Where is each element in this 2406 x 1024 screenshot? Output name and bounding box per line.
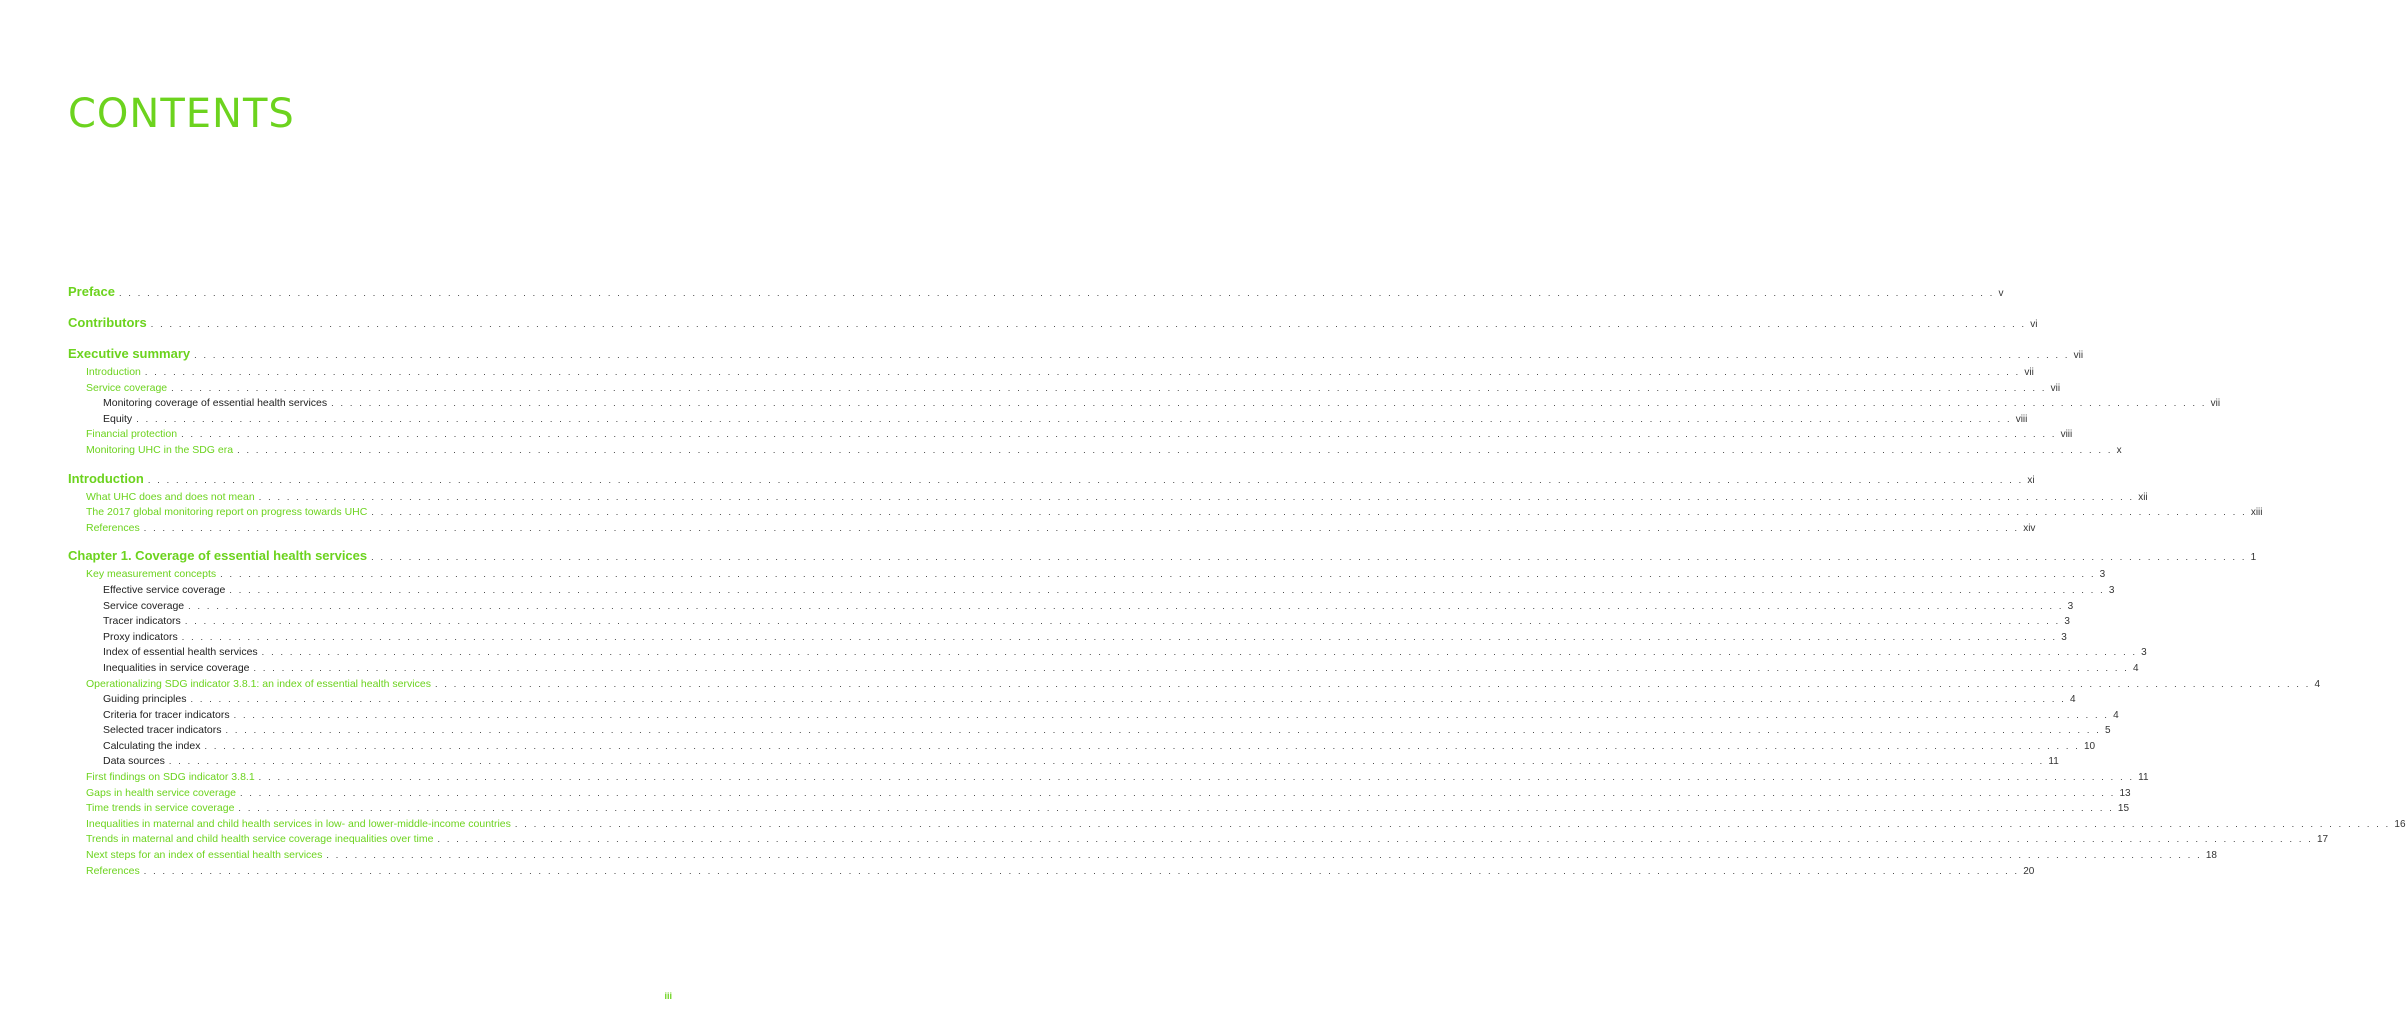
toc-entry-page: 11	[2048, 756, 2059, 768]
toc-entry-page: 10	[2083, 740, 2096, 752]
toc-entry-page: vi	[2030, 319, 2038, 330]
toc-entry[interactable]	[68, 833, 2329, 849]
toc-entry[interactable]	[68, 583, 2115, 600]
toc-entry[interactable]	[68, 817, 2406, 834]
toc-entry-label: Criteria for tracer indicators	[103, 708, 230, 721]
toc-entry-page: 3	[2108, 584, 2115, 596]
dot-leader: . . . . . . . . . . . . . . . . . . . . . . . . . . . . . . . . . . . . . . . . . . . . . . . . . . . . . . . . . . . . . . . . . . . . . . . . . . . . . . . . . . . . . . . . . . . . . . . . . . . . . . . . . . . . . . . . . . . . . . . . . . . . . . . . . . . . . . . . . . . . . . . . . . . . . . . . . . . . . . . . . . . . . . . . . . . . . . . . . . . . . . . . . . . . . . . . . . . . . . . .	[147, 474, 2024, 485]
toc-entry-label: Next steps for an index of essential health services	[86, 849, 323, 862]
toc-entry[interactable]	[68, 661, 2139, 678]
toc-entry-page: v	[1998, 288, 2004, 299]
toc-entry-label: Tracer indicators	[103, 615, 181, 628]
toc-entry[interactable]	[68, 771, 2149, 787]
toc-entry-page: 4	[2069, 694, 2076, 706]
dot-leader: . . . . . . . . . . . . . . . . . . . . . . . . . . . . . . . . . . . . . . . . . . . . . . . . . . . . . . . . . . . . . . . . . . . . . . . . . . . . . . . . . . . . . . . . . . . . . . . . . . . . . . . . . . . . . . . . . . . . . . . . . . . . . . . . . . . . . . . . . . . . . . . . . . . . . . . . . . . . . . . . . . . . . . . . . . . . . . . . . . . . . . . . . . . . . . . . . . . . . . . .	[233, 709, 2110, 720]
toc-entry-label: Inequalities in maternal and child health services in low- and lower-middle-income countries	[86, 817, 511, 830]
toc-entry[interactable]	[68, 470, 2035, 491]
toc-entry-label: Monitoring UHC in the SDG era	[86, 443, 234, 456]
toc-entry[interactable]	[68, 428, 2073, 444]
toc-entry[interactable]	[68, 381, 2061, 398]
dot-leader: . . . . . . . . . . . . . . . . . . . . . . . . . . . . . . . . . . . . . . . . . . . . . . . . . . . . . . . . . . . . . . . . . . . . . . . . . . . . . . . . . . . . . . . . . . . . . . . . . . . . . . . . . . . . . . . . . . . . . . . . . . . . . . . . . . . . . . . . . . . . . . . . . . . . . . . . . . . . . . . . . . . . . . . . . . . . . . . . . . . . . . . . . . . . . . . . . . . . . . . .	[437, 834, 2313, 845]
toc-entry[interactable]	[68, 755, 2059, 771]
toc-entry-label: What UHC does and does not mean	[86, 490, 255, 503]
toc-entry-label: Financial protection	[86, 428, 178, 441]
toc-entry-page: 5	[2104, 725, 2111, 737]
toc-entry-label: Data sources	[103, 755, 165, 768]
toc-entry[interactable]	[68, 346, 2084, 366]
toc-entry-page: vii	[2073, 350, 2084, 361]
toc-entry[interactable]	[68, 630, 2067, 647]
toc-entry[interactable]	[68, 677, 2321, 694]
toc-entry[interactable]	[68, 724, 2111, 740]
toc-entry-page: 3	[2099, 569, 2106, 581]
toc-entry-label: Inequalities in service coverage	[103, 661, 250, 674]
dot-leader: . . . . . . . . . . . . . . . . . . . . . . . . . . . . . . . . . . . . . . . . . . . . . . . . . . . . . . . . . . . . . . . . . . . . . . . . . . . . . . . . . . . . . . . . . . . . . . . . . . . . . . . . . . . . . . . . . . . . . . . . . . . . . . . . . . . . . . . . . . . . . . . . . . . . . . . . . . . . . . . . . . . . . . . . . . . . . . . . . . . . . . . . . . . . . . . . . . . . . . . .	[136, 413, 2012, 424]
dot-leader: . . . . . . . . . . . . . . . . . . . . . . . . . . . . . . . . . . . . . . . . . . . . . . . . . . . . . . . . . . . . . . . . . . . . . . . . . . . . . . . . . . . . . . . . . . . . . . . . . . . . . . . . . . . . . . . . . . . . . . . . . . . . . . . . . . . . . . . . . . . . . . . . . . . . . . . . . . . . . . . . . . . . . . . . . . . . . . . . . . . . . . . . . . . . . . . . . . . . . . . .	[188, 600, 2064, 611]
toc-entry[interactable]	[68, 568, 2106, 584]
dot-leader: . . . . . . . . . . . . . . . . . . . . . . . . . . . . . . . . . . . . . . . . . . . . . . . . . . . . . . . . . . . . . . . . . . . . . . . . . . . . . . . . . . . . . . . . . . . . . . . . . . . . . . . . . . . . . . . . . . . . . . . . . . . . . . . . . . . . . . . . . . . . . . . . . . . . . . . . . . . . . . . . . . . . . . . . . . . . . . . . . . . . . . . . . . . . . . . . . . . . . . . .	[371, 507, 2247, 518]
dot-leader: . . . . . . . . . . . . . . . . . . . . . . . . . . . . . . . . . . . . . . . . . . . . . . . . . . . . . . . . . . . . . . . . . . . . . . . . . . . . . . . . . . . . . . . . . . . . . . . . . . . . . . . . . . . . . . . . . . . . . . . . . . . . . . . . . . . . . . . . . . . . . . . . . . . . . . . . . . . . . . . . . . . . . . . . . . . . . . . . . . . . . . . . . . . . . . . . . . . . . . . .	[261, 647, 2138, 658]
toc-entry-page: 16	[2394, 818, 2406, 830]
toc-entry-label: Trends in maternal and child health service coverage inequalities over time	[86, 833, 434, 846]
toc-entry-page: 3	[2061, 631, 2067, 643]
toc-entry[interactable]	[68, 490, 2148, 507]
toc-entry-page: 11	[2138, 772, 2149, 784]
dot-leader: . . . . . . . . . . . . . . . . . . . . . . . . . . . . . . . . . . . . . . . . . . . . . . . . . . . . . . . . . . . . . . . . . . . . . . . . . . . . . . . . . . . . . . . . . . . . . . . . . . . . . . . . . . . . . . . . . . . . . . . . . . . . . . . . . . . . . . . . . . . . . . . . . . . . . . . . . . . . . . . . . . . . . . . . . . . . . . . . . . . . . . . . . . . . . . . . . . . . . . . .	[144, 367, 2021, 377]
toc-entry-label: Executive summary	[68, 346, 191, 361]
toc-entry-page: viii	[2015, 413, 2028, 425]
toc-entry-label: Introduction	[68, 470, 144, 486]
toc-entry-page: 4	[2314, 678, 2321, 690]
toc-entry[interactable]	[68, 397, 2221, 413]
toc-entry[interactable]	[68, 548, 2257, 568]
toc-entry-label: References	[86, 864, 140, 877]
toc-entry[interactable]	[68, 506, 2263, 522]
toc-entry-page: xiv	[2023, 522, 2036, 534]
toc-entry[interactable]	[68, 366, 2034, 382]
toc-entry[interactable]	[68, 615, 2070, 631]
toc-entry[interactable]	[68, 443, 2122, 460]
dot-leader: . . . . . . . . . . . . . . . . . . . . . . . . . . . . . . . . . . . . . . . . . . . . . . . . . . . . . . . . . . . . . . . . . . . . . . . . . . . . . . . . . . . . . . . . . . . . . . . . . . . . . . . . . . . . . . . . . . . . . . . . . . . . . . . . . . . . . . . . . . . . . . . . . . . . . . . . . . . . . . . . . . . . . . . . . . . . . . . . . . . . . . . . . . . . . . . . . . . . . . . .	[118, 288, 1995, 298]
dot-leader: . . . . . . . . . . . . . . . . . . . . . . . . . . . . . . . . . . . . . . . . . . . . . . . . . . . . . . . . . . . . . . . . . . . . . . . . . . . . . . . . . . . . . . . . . . . . . . . . . . . . . . . . . . . . . . . . . . . . . . . . . . . . . . . . . . . . . . . . . . . . . . . . . . . . . . . . . . . . . . . . . . . . . . . . . . . . . . . . . . . . . . . . . . . . . . . . . . . . . . . .	[181, 631, 2058, 642]
toc-entry-label: The 2017 global monitoring report on progress towards UHC	[86, 506, 368, 519]
table-of-contents	[68, 284, 2406, 880]
toc-entry-page: xi	[2027, 474, 2035, 486]
toc-entry-page: vii	[2050, 382, 2061, 394]
toc-entry-label: Proxy indicators	[103, 630, 178, 643]
toc-entry-page: 3	[2064, 616, 2070, 628]
toc-entry-page: 18	[2205, 850, 2217, 862]
toc-entry[interactable]	[68, 786, 2131, 803]
dot-leader: . . . . . . . . . . . . . . . . . . . . . . . . . . . . . . . . . . . . . . . . . . . . . . . . . . . . . . . . . . . . . . . . . . . . . . . . . . . . . . . . . . . . . . . . . . . . . . . . . . . . . . . . . . . . . . . . . . . . . . . . . . . . . . . . . . . . . . . . . . . . . . . . . . . . . . . . . . . . . . . . . . . . . . . . . . . . . . . . . . . . . . . . . . . . . . . . . . . . . . . .	[240, 787, 2116, 798]
toc-entry-label: Gaps in health service coverage	[86, 786, 236, 799]
toc-entry-label: Key measurement concepts	[86, 568, 217, 581]
toc-entry[interactable]	[68, 646, 2147, 662]
dot-leader: . . . . . . . . . . . . . . . . . . . . . . . . . . . . . . . . . . . . . . . . . . . . . . . . . . . . . . . . . . . . . . . . . . . . . . . . . . . . . . . . . . . . . . . . . . . . . . . . . . . . . . . . . . . . . . . . . . . . . . . . . . . . . . . . . . . . . . . . . . . . . . . . . . . . . . . . . . . . . . . . . . . . . . . . . . . . . . . . . . . . . . . . . . . . . . . . . . . . . . . .	[190, 694, 2066, 705]
toc-entry-label: Operationalizing SDG indicator 3.8.1: an index of essential health services	[86, 677, 431, 690]
toc-entry-label: Guiding principles	[103, 693, 187, 706]
toc-entry[interactable]	[68, 693, 2076, 709]
dot-leader: . . . . . . . . . . . . . . . . . . . . . . . . . . . . . . . . . . . . . . . . . . . . . . . . . . . . . . . . . . . . . . . . . . . . . . . . . . . . . . . . . . . . . . . . . . . . . . . . . . . . . . . . . . . . . . . . . . . . . . . . . . . . . . . . . . . . . . . . . . . . . . . . . . . . . . . . . . . . . . . . . . . . . . . . . . . . . . . . . . . . . . . . . . . . . . . . . . . . . . . .	[514, 818, 2391, 829]
toc-entry-page: vii	[2210, 398, 2221, 410]
dot-leader: . . . . . . . . . . . . . . . . . . . . . . . . . . . . . . . . . . . . . . . . . . . . . . . . . . . . . . . . . . . . . . . . . . . . . . . . . . . . . . . . . . . . . . . . . . . . . . . . . . . . . . . . . . . . . . . . . . . . . . . . . . . . . . . . . . . . . . . . . . . . . . . . . . . . . . . . . . . . . . . . . . . . . . . . . . . . . . . . . . . . . . . . . . . . . . . . . . . . . . . .	[253, 662, 2129, 673]
dot-leader: . . . . . . . . . . . . . . . . . . . . . . . . . . . . . . . . . . . . . . . . . . . . . . . . . . . . . . . . . . . . . . . . . . . . . . . . . . . . . . . . . . . . . . . . . . . . . . . . . . . . . . . . . . . . . . . . . . . . . . . . . . . . . . . . . . . . . . . . . . . . . . . . . . . . . . . . . . . . . . . . . . . . . . . . . . . . . . . . . . . . . . . . . . . . . . . . . . . . . . . .	[258, 491, 2135, 502]
toc-entry-page: 1	[2250, 552, 2257, 564]
toc-entry-label: Equity	[103, 412, 133, 425]
toc-entry-page: 4	[2113, 709, 2119, 721]
dot-leader: . . . . . . . . . . . . . . . . . . . . . . . . . . . . . . . . . . . . . . . . . . . . . . . . . . . . . . . . . . . . . . . . . . . . . . . . . . . . . . . . . . . . . . . . . . . . . . . . . . . . . . . . . . . . . . . . . . . . . . . . . . . . . . . . . . . . . . . . . . . . . . . . . . . . . . . . . . . . . . . . . . . . . . . . . . . . . . . . . . . . . . . . . . . . . . . . . . . . . . . .	[331, 398, 2207, 409]
toc-entry-page: xii	[2138, 491, 2148, 503]
toc-entry-page: viii	[2060, 429, 2073, 441]
toc-entry-page: xiii	[2250, 507, 2263, 519]
toc-entry-label: Service coverage	[86, 381, 168, 394]
toc-entry-page: 15	[2117, 803, 2130, 815]
toc-entry-page: vii	[2024, 367, 2034, 378]
toc-entry-page: 20	[2023, 865, 2035, 877]
toc-entry-page: 17	[2316, 834, 2329, 846]
dot-leader: . . . . . . . . . . . . . . . . . . . . . . . . . . . . . . . . . . . . . . . . . . . . . . . . . . . . . . . . . . . . . . . . . . . . . . . . . . . . . . . . . . . . . . . . . . . . . . . . . . . . . . . . . . . . . . . . . . . . . . . . . . . . . . . . . . . . . . . . . . . . . . . . . . . . . . . . . . . . . . . . . . . . . . . . . . . . . . . . . . . . . . . . . . . . . . . . . . . . . . . .	[229, 584, 2105, 595]
dot-leader: . . . . . . . . . . . . . . . . . . . . . . . . . . . . . . . . . . . . . . . . . . . . . . . . . . . . . . . . . . . . . . . . . . . . . . . . . . . . . . . . . . . . . . . . . . . . . . . . . . . . . . . . . . . . . . . . . . . . . . . . . . . . . . . . . . . . . . . . . . . . . . . . . . . . . . . . . . . . . . . . . . . . . . . . . . . . . . . . . . . . . . . . . . . . . . . . . . . . . . . .	[258, 772, 2135, 783]
toc-entry-page: 3	[2141, 647, 2147, 659]
dot-leader: . . . . . . . . . . . . . . . . . . . . . . . . . . . . . . . . . . . . . . . . . . . . . . . . . . . . . . . . . . . . . . . . . . . . . . . . . . . . . . . . . . . . . . . . . . . . . . . . . . . . . . . . . . . . . . . . . . . . . . . . . . . . . . . . . . . . . . . . . . . . . . . . . . . . . . . . . . . . . . . . . . . . . . . . . . . . . . . . . . . . . . . . . . . . . . . . . . . . . . . .	[434, 678, 2311, 689]
toc-entry[interactable]	[68, 284, 2004, 304]
toc-entry[interactable]	[68, 315, 2038, 335]
toc-entry-label: References	[86, 521, 140, 534]
toc-entry-label: Preface	[68, 284, 115, 299]
toc-entry-label: Introduction	[86, 366, 141, 378]
dot-leader: . . . . . . . . . . . . . . . . . . . . . . . . . . . . . . . . . . . . . . . . . . . . . . . . . . . . . . . . . . . . . . . . . . . . . . . . . . . . . . . . . . . . . . . . . . . . . . . . . . . . . . . . . . . . . . . . . . . . . . . . . . . . . . . . . . . . . . . . . . . . . . . . . . . . . . . . . . . . . . . . . . . . . . . . . . . . . . . . . . . . . . . . . . . . . . . . . . . . . . . .	[225, 725, 2101, 736]
toc-entry-page: x	[2116, 444, 2122, 456]
dot-leader: . . . . . . . . . . . . . . . . . . . . . . . . . . . . . . . . . . . . . . . . . . . . . . . . . . . . . . . . . . . . . . . . . . . . . . . . . . . . . . . . . . . . . . . . . . . . . . . . . . . . . . . . . . . . . . . . . . . . . . . . . . . . . . . . . . . . . . . . . . . . . . . . . . . . . . . . . . . . . . . . . . . . . . . . . . . . . . . . . . . . . . . . . . . . . . . . . . . . . . . .	[204, 740, 2080, 751]
dot-leader: . . . . . . . . . . . . . . . . . . . . . . . . . . . . . . . . . . . . . . . . . . . . . . . . . . . . . . . . . . . . . . . . . . . . . . . . . . . . . . . . . . . . . . . . . . . . . . . . . . . . . . . . . . . . . . . . . . . . . . . . . . . . . . . . . . . . . . . . . . . . . . . . . . . . . . . . . . . . . . . . . . . . . . . . . . . . . . . . . . . . . . . . . . . . . . . . . . . . . . . .	[220, 569, 2096, 580]
dot-leader: . . . . . . . . . . . . . . . . . . . . . . . . . . . . . . . . . . . . . . . . . . . . . . . . . . . . . . . . . . . . . . . . . . . . . . . . . . . . . . . . . . . . . . . . . . . . . . . . . . . . . . . . . . . . . . . . . . . . . . . . . . . . . . . . . . . . . . . . . . . . . . . . . . . . . . . . . . . . . . . . . . . . . . . . . . . . . . . . . . . . . . . . . . . . . . . . . . . . . . . .	[184, 616, 2061, 627]
toc-entry-label: Monitoring coverage of essential health services	[103, 397, 328, 410]
toc-entry-label: Chapter 1. Coverage of essential health services	[68, 548, 368, 564]
toc-entry-label: First findings on SDG indicator 3.8.1	[86, 771, 255, 784]
dot-leader: . . . . . . . . . . . . . . . . . . . . . . . . . . . . . . . . . . . . . . . . . . . . . . . . . . . . . . . . . . . . . . . . . . . . . . . . . . . . . . . . . . . . . . . . . . . . . . . . . . . . . . . . . . . . . . . . . . . . . . . . . . . . . . . . . . . . . . . . . . . . . . . . . . . . . . . . . . . . . . . . . . . . . . . . . . . . . . . . . . . . . . . . . . . . . . . . . . . . . . . .	[168, 756, 2045, 767]
page-number: iii	[664, 991, 672, 1001]
dot-leader: . . . . . . . . . . . . . . . . . . . . . . . . . . . . . . . . . . . . . . . . . . . . . . . . . . . . . . . . . . . . . . . . . . . . . . . . . . . . . . . . . . . . . . . . . . . . . . . . . . . . . . . . . . . . . . . . . . . . . . . . . . . . . . . . . . . . . . . . . . . . . . . . . . . . . . . . . . . . . . . . . . . . . . . . . . . . . . . . . . . . . . . . . . . . . . . . . . . . . . . .	[181, 429, 2057, 440]
dot-leader: . . . . . . . . . . . . . . . . . . . . . . . . . . . . . . . . . . . . . . . . . . . . . . . . . . . . . . . . . . . . . . . . . . . . . . . . . . . . . . . . . . . . . . . . . . . . . . . . . . . . . . . . . . . . . . . . . . . . . . . . . . . . . . . . . . . . . . . . . . . . . . . . . . . . . . . . . . . . . . . . . . . . . . . . . . . . . . . . . . . . . . . . . . . . . . . . . . . . . . . .	[237, 444, 2113, 455]
dot-leader: . . . . . . . . . . . . . . . . . . . . . . . . . . . . . . . . . . . . . . . . . . . . . . . . . . . . . . . . . . . . . . . . . . . . . . . . . . . . . . . . . . . . . . . . . . . . . . . . . . . . . . . . . . . . . . . . . . . . . . . . . . . . . . . . . . . . . . . . . . . . . . . . . . . . . . . . . . . . . . . . . . . . . . . . . . . . . . . . . . . . . . . . . . . . . . . . . . . . . . . .	[143, 522, 2020, 533]
dot-leader: . . . . . . . . . . . . . . . . . . . . . . . . . . . . . . . . . . . . . . . . . . . . . . . . . . . . . . . . . . . . . . . . . . . . . . . . . . . . . . . . . . . . . . . . . . . . . . . . . . . . . . . . . . . . . . . . . . . . . . . . . . . . . . . . . . . . . . . . . . . . . . . . . . . . . . . . . . . . . . . . . . . . . . . . . . . . . . . . . . . . . . . . . . . . . . . . . . . . . . . .	[371, 552, 2247, 563]
toc-entry-label: Calculating the index	[103, 739, 201, 752]
toc-entry-label: Service coverage	[103, 599, 185, 612]
toc-entry-label: Time trends in service coverage	[86, 802, 235, 815]
dot-leader: . . . . . . . . . . . . . . . . . . . . . . . . . . . . . . . . . . . . . . . . . . . . . . . . . . . . . . . . . . . . . . . . . . . . . . . . . . . . . . . . . . . . . . . . . . . . . . . . . . . . . . . . . . . . . . . . . . . . . . . . . . . . . . . . . . . . . . . . . . . . . . . . . . . . . . . . . . . . . . . . . . . . . . . . . . . . . . . . . . . . . . . . . . . . . . . . . . . . . . . .	[238, 803, 2114, 814]
toc-entry-label: Index of essential health services	[103, 646, 258, 659]
toc-entry-page: 13	[2119, 787, 2131, 799]
dot-leader: . . . . . . . . . . . . . . . . . . . . . . . . . . . . . . . . . . . . . . . . . . . . . . . . . . . . . . . . . . . . . . . . . . . . . . . . . . . . . . . . . . . . . . . . . . . . . . . . . . . . . . . . . . . . . . . . . . . . . . . . . . . . . . . . . . . . . . . . . . . . . . . . . . . . . . . . . . . . . . . . . . . . . . . . . . . . . . . . . . . . . . . . . . . . . . . . . . . . . . . .	[194, 350, 2070, 360]
toc-entry-label: Effective service coverage	[103, 583, 226, 596]
toc-entry[interactable]	[68, 521, 2036, 538]
dot-leader: . . . . . . . . . . . . . . . . . . . . . . . . . . . . . . . . . . . . . . . . . . . . . . . . . . . . . . . . . . . . . . . . . . . . . . . . . . . . . . . . . . . . . . . . . . . . . . . . . . . . . . . . . . . . . . . . . . . . . . . . . . . . . . . . . . . . . . . . . . . . . . . . . . . . . . . . . . . . . . . . . . . . . . . . . . . . . . . . . . . . . . . . . . . . . . . . . . . . . . . .	[150, 319, 2027, 329]
toc-entry-page: 4	[2133, 662, 2139, 674]
toc-entry[interactable]	[68, 802, 2130, 818]
dot-leader: . . . . . . . . . . . . . . . . . . . . . . . . . . . . . . . . . . . . . . . . . . . . . . . . . . . . . . . . . . . . . . . . . . . . . . . . . . . . . . . . . . . . . . . . . . . . . . . . . . . . . . . . . . . . . . . . . . . . . . . . . . . . . . . . . . . . . . . . . . . . . . . . . . . . . . . . . . . . . . . . . . . . . . . . . . . . . . . . . . . . . . . . . . . . . . . . . . . . . . . .	[171, 382, 2047, 393]
toc-entry-label: Selected tracer indicators	[103, 724, 222, 737]
page-title: CONTENTS	[68, 90, 295, 137]
dot-leader: . . . . . . . . . . . . . . . . . . . . . . . . . . . . . . . . . . . . . . . . . . . . . . . . . . . . . . . . . . . . . . . . . . . . . . . . . . . . . . . . . . . . . . . . . . . . . . . . . . . . . . . . . . . . . . . . . . . . . . . . . . . . . . . . . . . . . . . . . . . . . . . . . . . . . . . . . . . . . . . . . . . . . . . . . . . . . . . . . . . . . . . . . . . . . . . . . . . . . . . .	[326, 850, 2202, 861]
toc-entry-page: 3	[2067, 600, 2074, 612]
toc-entry[interactable]	[68, 708, 2119, 725]
toc-entry[interactable]	[68, 739, 2096, 756]
toc-entry[interactable]	[68, 599, 2074, 616]
toc-entry[interactable]	[68, 412, 2028, 429]
toc-entry-label: Contributors	[68, 315, 147, 330]
toc-entry[interactable]	[68, 849, 2217, 865]
dot-leader: . . . . . . . . . . . . . . . . . . . . . . . . . . . . . . . . . . . . . . . . . . . . . . . . . . . . . . . . . . . . . . . . . . . . . . . . . . . . . . . . . . . . . . . . . . . . . . . . . . . . . . . . . . . . . . . . . . . . . . . . . . . . . . . . . . . . . . . . . . . . . . . . . . . . . . . . . . . . . . . . . . . . . . . . . . . . . . . . . . . . . . . . . . . . . . . . . . . . . . . .	[143, 865, 2020, 876]
toc-entry[interactable]	[68, 864, 2035, 881]
